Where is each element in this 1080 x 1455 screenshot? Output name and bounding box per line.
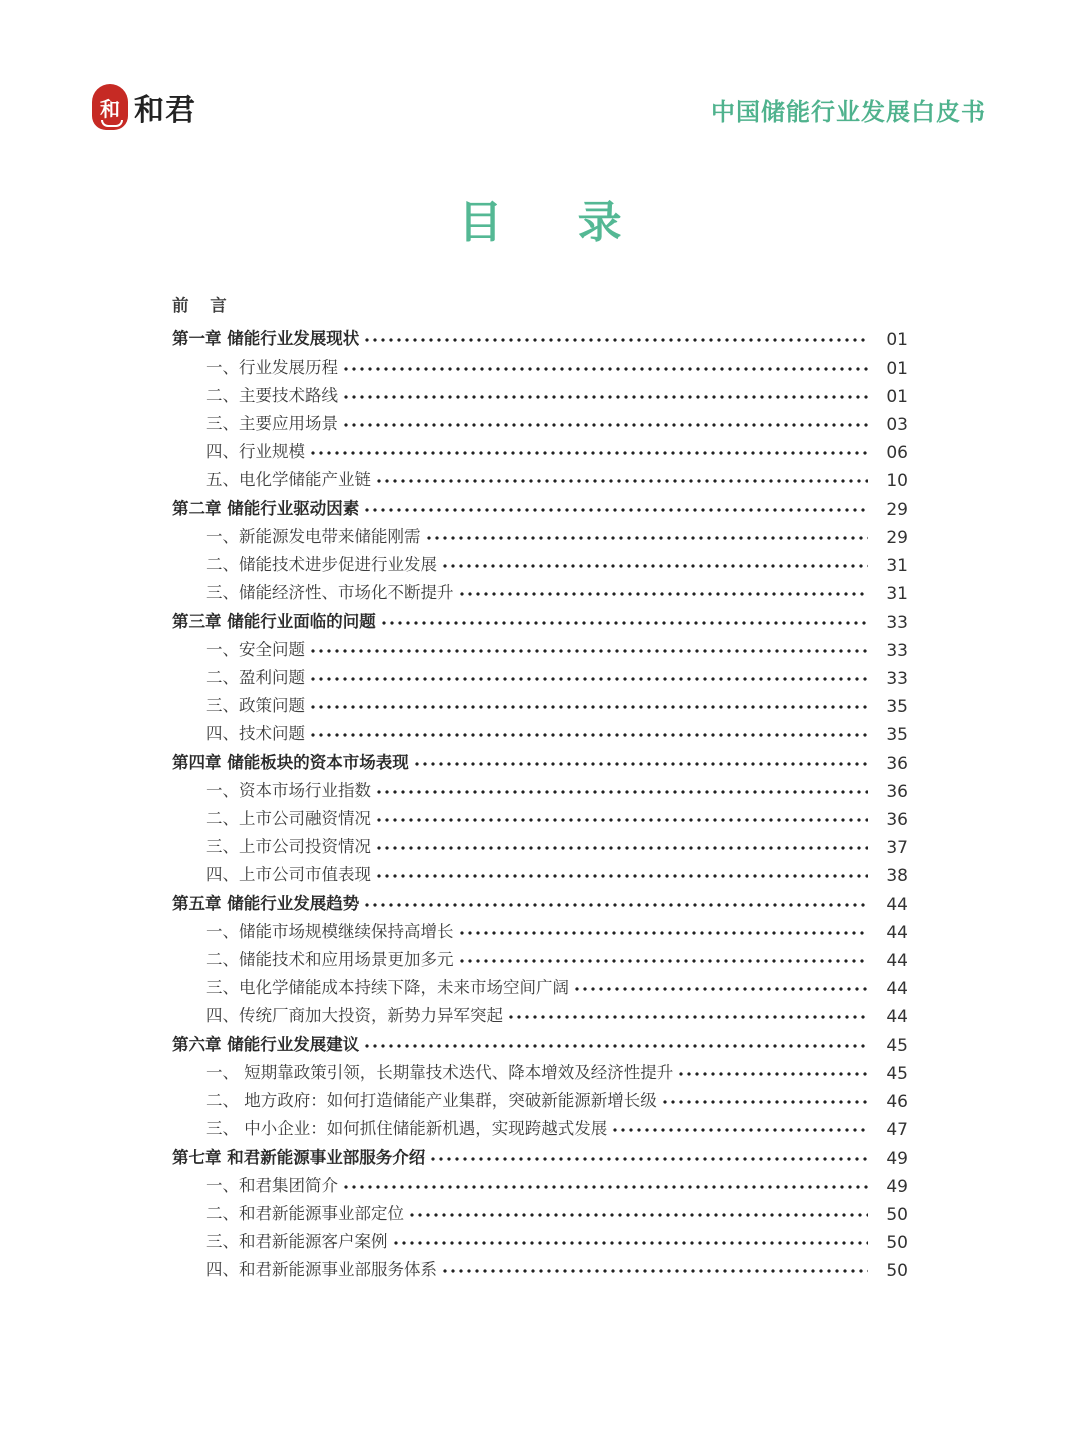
toc-section-entry[interactable] bbox=[172, 803, 908, 831]
toc-section-entry[interactable] bbox=[172, 1254, 908, 1282]
dot-leader bbox=[375, 846, 868, 850]
dot-leader bbox=[413, 762, 868, 766]
entry-page-number: 50 bbox=[886, 1205, 908, 1225]
entry-page-number: 03 bbox=[886, 415, 908, 435]
entry-page-number: 31 bbox=[886, 556, 908, 576]
toc-section-entry[interactable] bbox=[172, 549, 908, 577]
dot-leader bbox=[342, 367, 868, 371]
brand-logo bbox=[92, 84, 196, 130]
entry-label: 一、新能源发电带来储能刚需 bbox=[206, 527, 421, 546]
dot-leader bbox=[375, 874, 868, 878]
entry-page-number: 10 bbox=[886, 471, 908, 491]
entry-label: 二、上市公司融资情况 bbox=[206, 809, 371, 828]
entry-page-number: 45 bbox=[886, 1036, 908, 1056]
toc-chapter-entry[interactable] bbox=[172, 1142, 908, 1170]
dot-leader bbox=[573, 987, 868, 991]
entry-label: 四、和君新能源事业部服务体系 bbox=[206, 1260, 437, 1279]
entry-page-number: 44 bbox=[886, 1007, 908, 1027]
entry-label: 第五章 储能行业发展趋势 bbox=[172, 894, 360, 913]
entry-page-number: 33 bbox=[886, 613, 908, 633]
entry-page-number: 33 bbox=[886, 669, 908, 689]
logo-seal-icon: 和 bbox=[92, 84, 128, 130]
entry-label: 第一章 储能行业发展现状 bbox=[172, 329, 360, 348]
entry-label: 一、和君集团简介 bbox=[206, 1176, 338, 1195]
dot-leader bbox=[661, 1100, 868, 1104]
dot-leader bbox=[309, 677, 868, 681]
toc-section-entry[interactable] bbox=[172, 1226, 908, 1254]
toc-section-entry[interactable] bbox=[172, 972, 908, 1000]
toc-chapter-entry[interactable] bbox=[172, 606, 908, 634]
toc-section-entry[interactable] bbox=[172, 408, 908, 436]
toc-chapter-entry[interactable] bbox=[172, 323, 908, 351]
toc-chapter-entry[interactable] bbox=[172, 888, 908, 916]
entry-label: 二、储能技术和应用场景更加多元 bbox=[206, 950, 454, 969]
toc-section-entry[interactable] bbox=[172, 944, 908, 972]
dot-leader bbox=[380, 621, 868, 625]
dot-leader bbox=[363, 903, 868, 907]
toc-section-entry[interactable] bbox=[172, 775, 908, 803]
entry-page-number: 35 bbox=[886, 697, 908, 717]
dot-leader bbox=[458, 592, 869, 596]
dot-leader bbox=[392, 1241, 869, 1245]
dot-leader bbox=[342, 423, 868, 427]
toc-section-entry[interactable] bbox=[172, 577, 908, 605]
entry-label: 第二章 储能行业驱动因素 bbox=[172, 499, 360, 518]
dot-leader bbox=[375, 790, 868, 794]
toc-section-entry[interactable] bbox=[172, 1000, 908, 1028]
dot-leader bbox=[309, 649, 868, 653]
entry-page-number: 36 bbox=[886, 782, 908, 802]
toc-section-entry[interactable] bbox=[172, 690, 908, 718]
dot-leader bbox=[507, 1015, 868, 1019]
entry-page-number: 44 bbox=[886, 979, 908, 999]
entry-page-number: 35 bbox=[886, 725, 908, 745]
entry-label: 三、和君新能源客户案例 bbox=[206, 1232, 388, 1251]
entry-label: 四、上市公司市值表现 bbox=[206, 865, 371, 884]
dot-leader bbox=[425, 536, 869, 540]
dot-leader bbox=[342, 395, 868, 399]
entry-page-number: 50 bbox=[886, 1261, 908, 1281]
entry-label: 第四章 储能板块的资本市场表现 bbox=[172, 753, 409, 772]
entry-label: 二、储能技术进步促进行业发展 bbox=[206, 555, 437, 574]
entry-label: 五、电化学储能产业链 bbox=[206, 470, 371, 489]
entry-page-number: 44 bbox=[886, 895, 908, 915]
toc-section-entry[interactable] bbox=[172, 1085, 908, 1113]
entry-label: 一、资本市场行业指数 bbox=[206, 781, 371, 800]
entry-page-number: 50 bbox=[886, 1233, 908, 1253]
dot-leader bbox=[309, 451, 868, 455]
dot-leader bbox=[429, 1157, 868, 1161]
entry-page-number: 01 bbox=[886, 359, 908, 379]
entry-page-number: 47 bbox=[886, 1120, 908, 1140]
entry-page-number: 06 bbox=[886, 443, 908, 463]
entry-label: 四、行业规模 bbox=[206, 442, 305, 461]
toc-section-entry[interactable] bbox=[172, 1113, 908, 1141]
toc-section-entry[interactable] bbox=[172, 1198, 908, 1226]
entry-label: 一、储能市场规模继续保持高增长 bbox=[206, 922, 454, 941]
entry-label: 三、上市公司投资情况 bbox=[206, 837, 371, 856]
toc-preface[interactable] bbox=[172, 290, 908, 318]
toc-chapter-entry[interactable] bbox=[172, 747, 908, 775]
toc-section-entry[interactable] bbox=[172, 916, 908, 944]
dot-leader bbox=[458, 959, 869, 963]
entry-page-number: 38 bbox=[886, 866, 908, 886]
entry-page-number: 46 bbox=[886, 1092, 908, 1112]
entry-label: 二、盈利问题 bbox=[206, 668, 305, 687]
toc-chapter-entry[interactable] bbox=[172, 493, 908, 521]
preface-label: 前 言 bbox=[172, 296, 235, 315]
entry-page-number: 49 bbox=[886, 1149, 908, 1169]
entry-label: 三、储能经济性、市场化不断提升 bbox=[206, 583, 454, 602]
toc-section-entry[interactable] bbox=[172, 352, 908, 380]
entry-page-number: 29 bbox=[886, 500, 908, 520]
toc-section-entry[interactable] bbox=[172, 464, 908, 492]
entry-label: 第七章 和君新能源事业部服务介绍 bbox=[172, 1148, 426, 1167]
entry-page-number: 49 bbox=[886, 1177, 908, 1197]
entry-label: 三、 中小企业：如何抓住储能新机遇，实现跨越式发展 bbox=[206, 1119, 608, 1138]
dot-leader bbox=[309, 705, 868, 709]
entry-label: 四、技术问题 bbox=[206, 724, 305, 743]
toc-title: 目 录 bbox=[458, 197, 652, 248]
logo-text: 和君 bbox=[134, 93, 196, 128]
toc-section-entry[interactable] bbox=[172, 380, 908, 408]
dot-leader bbox=[611, 1128, 868, 1132]
dot-leader bbox=[342, 1185, 868, 1189]
entry-label: 二、和君新能源事业部定位 bbox=[206, 1204, 404, 1223]
entry-page-number: 01 bbox=[886, 330, 908, 350]
entry-label: 一、安全问题 bbox=[206, 640, 305, 659]
dot-leader bbox=[441, 1269, 868, 1273]
dot-leader bbox=[363, 508, 868, 512]
entry-page-number: 36 bbox=[886, 754, 908, 774]
entry-label: 三、主要应用场景 bbox=[206, 414, 338, 433]
entry-label: 第三章 储能行业面临的问题 bbox=[172, 612, 376, 631]
entry-label: 第六章 储能行业发展建议 bbox=[172, 1035, 360, 1054]
entry-label: 一、 短期靠政策引领，长期靠技术迭代、降本增效及经济性提升 bbox=[206, 1063, 674, 1082]
entry-label: 二、主要技术路线 bbox=[206, 386, 338, 405]
toc-section-entry[interactable] bbox=[172, 1170, 908, 1198]
dot-leader bbox=[363, 338, 868, 342]
entry-label: 三、政策问题 bbox=[206, 696, 305, 715]
entry-label: 二、 地方政府：如何打造储能产业集群，突破新能源新增长级 bbox=[206, 1091, 657, 1110]
toc-section-entry[interactable] bbox=[172, 831, 908, 859]
toc-section-entry[interactable] bbox=[172, 634, 908, 662]
entry-page-number: 44 bbox=[886, 923, 908, 943]
dot-leader bbox=[363, 1044, 868, 1048]
toc-section-entry[interactable] bbox=[172, 718, 908, 746]
toc-section-entry[interactable] bbox=[172, 859, 908, 887]
toc-section-entry[interactable] bbox=[172, 1057, 908, 1085]
dot-leader bbox=[441, 564, 868, 568]
toc-section-entry[interactable] bbox=[172, 436, 908, 464]
entry-page-number: 45 bbox=[886, 1064, 908, 1084]
entry-page-number: 33 bbox=[886, 641, 908, 661]
entry-page-number: 29 bbox=[886, 528, 908, 548]
toc-section-entry[interactable] bbox=[172, 662, 908, 690]
entry-page-number: 01 bbox=[886, 387, 908, 407]
entry-page-number: 31 bbox=[886, 584, 908, 604]
entry-page-number: 37 bbox=[886, 838, 908, 858]
toc-chapter-entry[interactable] bbox=[172, 1029, 908, 1057]
dot-leader bbox=[375, 479, 868, 483]
toc-section-entry[interactable] bbox=[172, 521, 908, 549]
entry-label: 三、电化学储能成本持续下降，未来市场空间广阔 bbox=[206, 978, 569, 997]
dot-leader bbox=[309, 733, 868, 737]
entry-page-number: 44 bbox=[886, 951, 908, 971]
dot-leader bbox=[458, 931, 869, 935]
page-header bbox=[0, 0, 1080, 160]
dot-leader bbox=[408, 1213, 868, 1217]
entry-page-number: 36 bbox=[886, 810, 908, 830]
entry-label: 四、传统厂商加大投资，新势力异军突起 bbox=[206, 1006, 503, 1025]
entry-label: 一、行业发展历程 bbox=[206, 358, 338, 377]
document-title: 中国储能行业发展白皮书 bbox=[711, 98, 986, 126]
dot-leader bbox=[375, 818, 868, 822]
dot-leader bbox=[677, 1072, 868, 1076]
